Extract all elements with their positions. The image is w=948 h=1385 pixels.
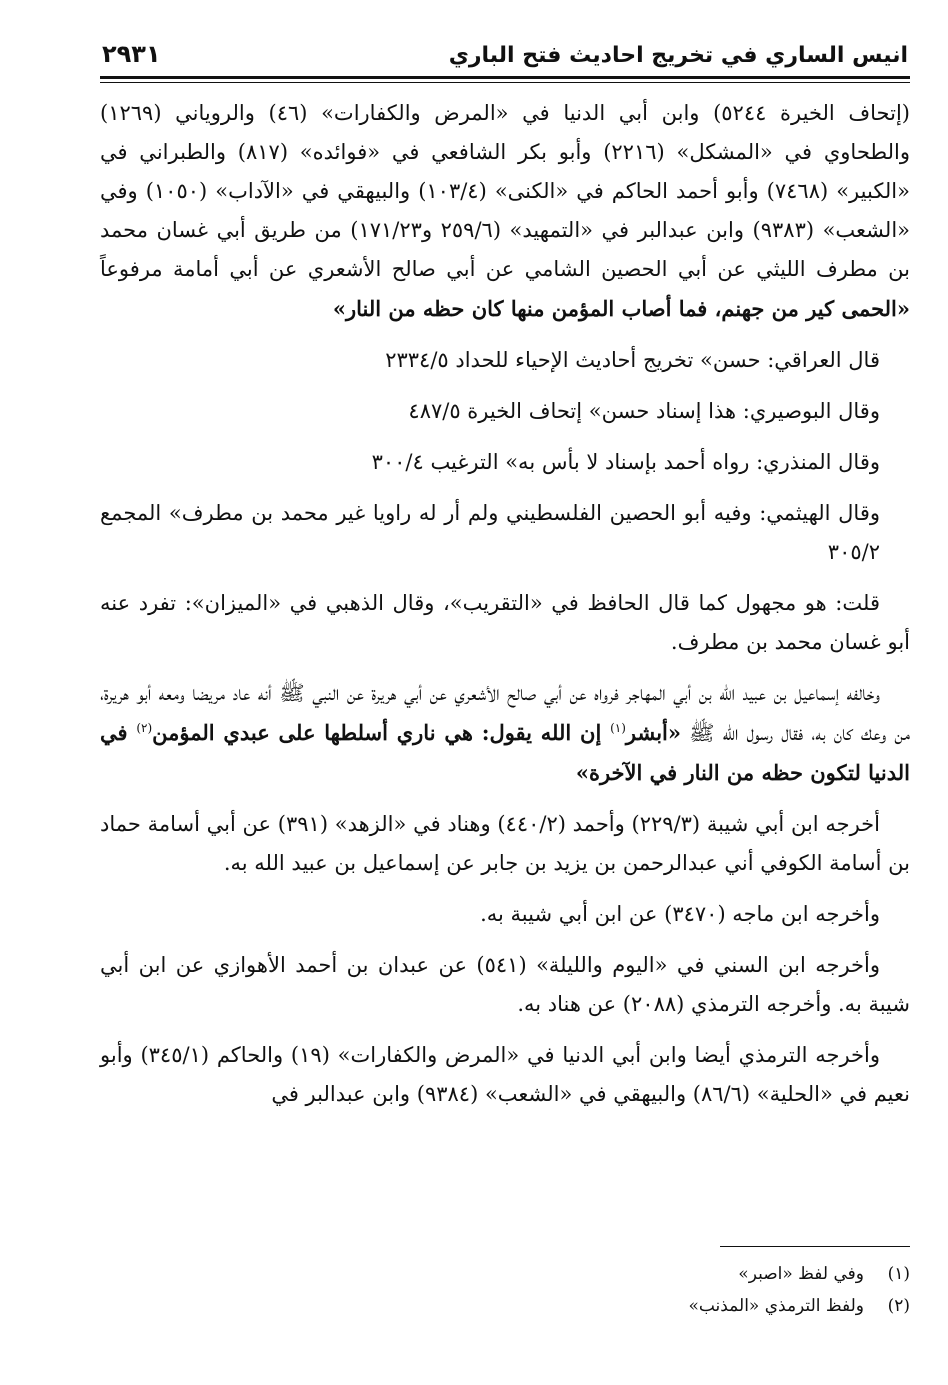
paragraph-3-text: وخالفه إسماعيل بن عبيد الله بن أبي المهاجر فرواه عن أبي صالح الأشعري عن أبي هريرة عن النبي ﷺ أنه عاد مريضا ومعه أبو هريرة، من وعك كان به، فقال رسول الله ﷺ xyxy=(100,681,910,745)
book-page xyxy=(100,22,910,1362)
hadith-text-2b: إن الله يقول: هي ناري أسلطها على عبدي المؤمن xyxy=(152,720,611,745)
footnote-2 xyxy=(100,1290,910,1322)
footnote-ref-2: (٢) xyxy=(136,721,153,735)
paragraph-5: وأخرجه ابن ماجه (٣٤٧٠) عن ابن أبي شيبة به. xyxy=(480,902,880,926)
footnote-ref-1: (١) xyxy=(610,721,626,735)
quote-mundhiri: وقال المنذري: رواه أحمد بإسناد لا بأس به» الترغيب ٣٠٠/٤ xyxy=(371,450,880,474)
footnote-1 xyxy=(100,1258,910,1290)
quote-busiri: وقال البوصيري: هذا إسناد حسن» إتحاف الخيرة ٤٨٧/٥ xyxy=(408,399,880,423)
footnote-2-text: ولفظ الترمذي «المذنب» xyxy=(688,1296,864,1316)
paragraph-6: وأخرجه ابن السني في «اليوم والليلة» (٥٤١) عن عبدان بن أحمد الأهوازي عن ابن أبي شيبة به. وأخرجه الترمذي (٢٠٨٨) عن هناد به. xyxy=(100,953,910,1016)
footnote-1-number: (١) xyxy=(887,1264,910,1284)
quote-iraqi: قال العراقي: حسن» تخريج أحاديث الإحياء للحداد ٢٣٣٤/٥ xyxy=(385,348,880,372)
quote-haythami: وقال الهيثمي: وفيه أبو الحصين الفلسطيني ولم أر له راويا غير محمد بن مطرف» المجمع ٣٠٥/٢ xyxy=(100,501,880,564)
running-title: انيس الساري في تخريج احاديث فتح الباري xyxy=(448,43,908,68)
footnotes xyxy=(100,1258,910,1322)
hadith-text-2a: «أبشر xyxy=(625,720,682,745)
paragraph-3 xyxy=(100,674,910,793)
page-header xyxy=(100,22,910,74)
page-number: ٢٩٣١ xyxy=(102,40,161,68)
footnote-1-text: وفي لفظ «اصبر» xyxy=(738,1264,864,1284)
hadith-text-1: «الحمى كير من جهنم، فما أصاب المؤمن منها كان حظه من النار» xyxy=(332,296,910,321)
footnote-rule xyxy=(720,1246,910,1247)
paragraph-4: أخرجه ابن أبي شيبة (٢٢٩/٣) وأحمد (٤٤٠/٢) وهناد في «الزهد» (٣٩١) عن أبي أسامة حماد بن أسامة الكوفي أني عبدالرحمن بن يزيد بن جابر عن إسماعيل بن عبيد الله به. xyxy=(100,812,910,875)
footnote-2-number: (٢) xyxy=(887,1296,910,1316)
header-rule-thick xyxy=(100,76,910,79)
paragraph-7: وأخرجه الترمذي أيضا وابن أبي الدنيا في «المرض والكفارات» (١٩) والحاكم (٣٤٥/١) وأبو نعيم في «الحلية» (٨٦/٦) والبيهقي في «الشعب» (٩٣٨٤) وابن عبدالبر في xyxy=(100,1043,910,1106)
paragraph-2: قلت: هو مجهول كما قال الحافظ في «التقريب»، وقال الذهبي في «الميزان»: تفرد عنه أبو غسان محمد بن مطرف. xyxy=(100,591,910,654)
header-rule-thin xyxy=(100,82,910,83)
hadith-text-2c: في الدنيا لتكون حظه من النار في الآخرة» xyxy=(100,720,910,785)
page-body xyxy=(100,94,910,1126)
paragraph-1-text: (إتحاف الخيرة ٥٢٤٤) وابن أبي الدنيا في «المرض والكفارات» (٤٦) والروياني (١٢٦٩) والطحاوي في «المشكل» (٢٢١٦) وأبو بكر الشافعي في «فوائده» (٨١٧) والطبراني في «الكبير» (٧٤٦٨) وأبو أحمد الحاكم في «الكنى» (١٠٣/٤) والبيهقي في «الآداب» (١٠٥٠) وفي «الشعب» (٩٣٨٣) وابن عبدالبر في «التمهيد» (٢٥٩/٦ و١٧١/٢٣) من طريق أبي غسان محمد بن مطرف الليثي عن أبي الحصين الشامي عن أبي صالح الأشعري عن أبي أمامة مرفوعاً xyxy=(100,101,911,281)
paragraph-1 xyxy=(100,94,910,329)
